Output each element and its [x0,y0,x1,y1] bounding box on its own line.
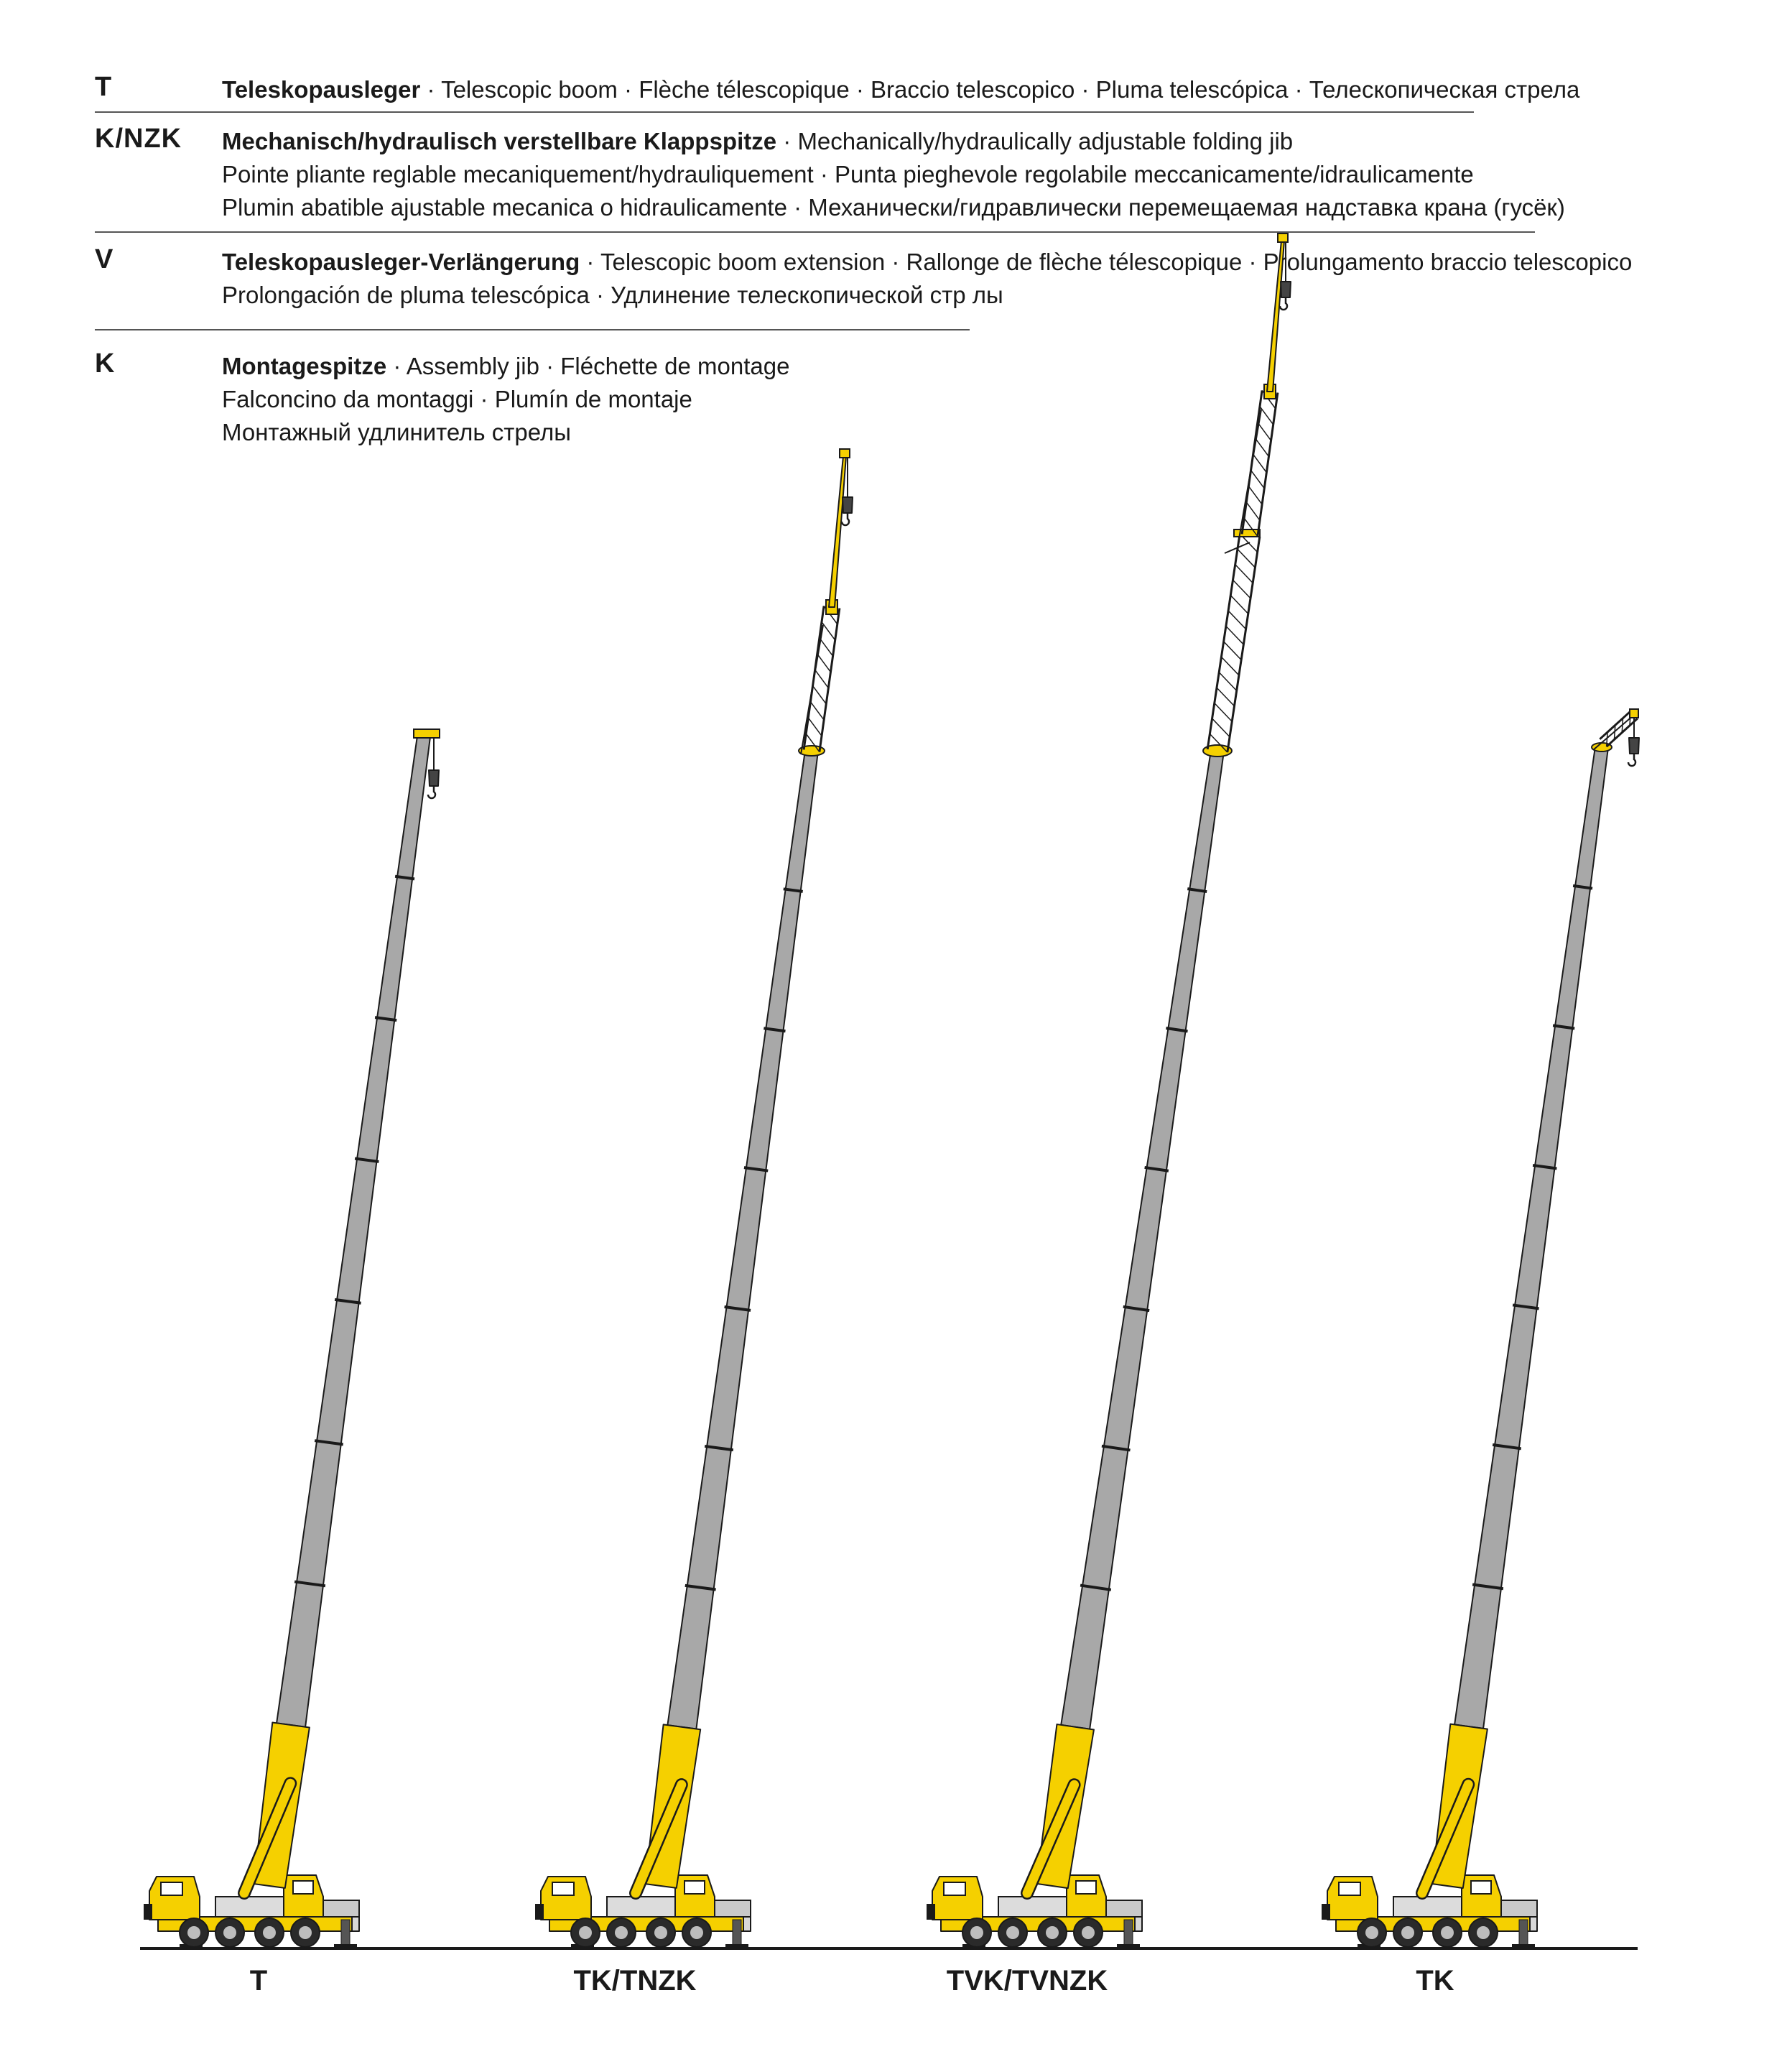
jib-tie [1593,715,1634,750]
counterweight [1106,1900,1142,1917]
cab-window [944,1882,965,1895]
jib-head [840,449,850,458]
legend-description: Mechanisch/hydraulisch verstellbare Klappspitze · Mechanically/hydraulically adjustable folding jib Pointe pliante reglable mecaniquement/hydrauliquement · Punta pieghevole regolabile meccanicamente/idraulicamente Plumin abatible ajustable mecanica o hidraulicamente · Механически/гидравлически перемещаемая надставка крана (гусёк) [222,128,1565,221]
folding-jib-brace [1248,486,1262,504]
outrigger-pad [725,1944,748,1948]
boom-extension-brace [1221,657,1238,675]
wheel-hub [187,1926,200,1939]
wheel-hub [1006,1926,1019,1939]
boom-extension-brace [1235,565,1253,583]
outrigger-pad [1512,1944,1535,1948]
jib-tip-section [829,456,846,607]
outrigger [733,1920,741,1947]
cab-window [161,1882,182,1895]
turntable [607,1897,675,1917]
outrigger-pad [1117,1944,1140,1948]
crane-tvk-tvnzk [927,233,1291,1948]
outrigger [341,1920,350,1947]
crane-cab-window [1076,1881,1096,1894]
crane-tk-tnzk [535,449,853,1948]
wheel-hub [970,1926,983,1939]
front-bumper [1322,1904,1330,1920]
outrigger-pad [334,1944,357,1948]
extension-connector [1234,529,1260,537]
boom-extension-brace [1212,718,1230,737]
boom-extension-brace [1233,580,1250,598]
wheel-hub [579,1926,592,1939]
front-bumper [927,1904,935,1920]
wheel-hub [263,1926,276,1939]
boom-extension-brace [1238,549,1255,568]
front-bumper [144,1904,152,1920]
boom-head [414,729,440,738]
counterweight [1501,1900,1537,1917]
legend-description: Teleskopausleger-Verlängerung · Telescopic boom extension · Rallonge de flèche télescopique · Prolungamento braccio telescopico Prolongación de pluma telescópica · Удлинение телескопической стр лы [222,249,1633,308]
wheel-hub [1441,1926,1454,1939]
outrigger [1124,1920,1133,1947]
hook-block [843,497,853,513]
folding-jib-brace [808,718,822,736]
pendant-line [801,625,823,754]
telescopic-boom [1454,746,1608,1729]
outrigger [1519,1920,1528,1947]
boom-extension-brace [1230,596,1248,614]
jib-tip-section [1267,241,1284,392]
telescopic-boom [667,750,818,1729]
jib-head [1630,709,1638,718]
hook-block [429,770,439,786]
hook-block [1629,738,1639,754]
crane-cab-window [685,1881,705,1894]
hook-block [1281,282,1291,297]
legend-description: Teleskopausleger · Telescopic boom · Flèche télescopique · Braccio telescopico · Pluma telescópica · Телескопическая стрела [222,76,1580,103]
wheel-hub [1477,1926,1490,1939]
counterweight [715,1900,751,1917]
telescopic-boom [1061,750,1224,1729]
jib-head [1278,233,1288,242]
folding-jib-brace [813,686,827,704]
telescopic-boom [277,736,430,1727]
boom-extension-brace [1228,611,1245,629]
legend-code: K [95,348,116,379]
wheel-hub [299,1926,312,1939]
crane-t [144,729,440,1948]
wheel-hub [654,1926,667,1939]
legend-code: K/NZK [95,124,182,154]
legend-code: V [95,244,114,274]
folding-jib-brace [1246,502,1260,520]
crane-cab-window [293,1881,313,1894]
crane-tk [1322,709,1639,1948]
boom-extension-brace [1226,626,1243,644]
folding-jib-brace [815,670,829,688]
folding-jib-brace [1256,438,1269,456]
hook [1280,297,1287,310]
variant-label-tk-tnzk: TK/TNZK [573,1965,697,1997]
crane-cab-window [1471,1881,1491,1894]
wheel-hub [223,1926,236,1939]
hook [1628,754,1635,766]
turntable [1393,1897,1462,1917]
boom-extension-brace [1215,703,1232,722]
pendant-line [1239,410,1261,539]
variant-label-t: T [249,1965,268,1997]
turntable [215,1897,284,1917]
folding-jib-brace [810,702,824,720]
hook [842,513,849,525]
counterweight [323,1900,359,1917]
wheel-hub [1046,1926,1059,1939]
folding-jib-brace [817,654,831,672]
front-bumper [535,1904,544,1920]
folding-jib-brace [1251,471,1265,489]
boom-extension-brace [1217,688,1234,706]
folding-jib-brace [1253,454,1267,472]
cab-window [552,1882,574,1895]
legend-code: T [95,72,113,102]
wheel-hub [1365,1926,1378,1939]
variant-label-tvk-tvnzk: TVK/TVNZK [946,1965,1108,1997]
folding-jib-brace [1258,422,1271,440]
wheel-hub [1082,1926,1095,1939]
boom-extension-brace [1219,672,1236,691]
turntable [998,1897,1067,1917]
boom-extension-brace [1224,642,1241,660]
legend-description: Montagespitze · Assembly jib · Fléchette de montage Falconcino da montaggi · Plumín de montaje Монтажный удлинитель стрелы [222,353,790,445]
wheel-hub [1401,1926,1414,1939]
folding-jib-brace [820,638,833,656]
folding-jib-brace [1260,407,1273,425]
wheel-hub [690,1926,703,1939]
variant-label-tk: TK [1416,1965,1454,1997]
cab-window [1339,1882,1360,1895]
wheel-hub [615,1926,628,1939]
hook [428,786,435,798]
folding-jib-brace [822,622,835,640]
